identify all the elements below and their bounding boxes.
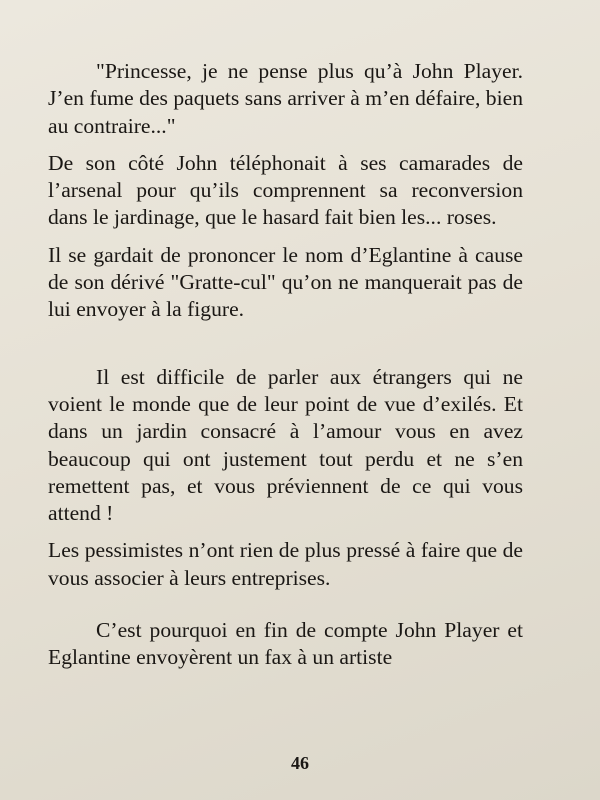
paragraph-6: C’est pourquoi en fin de compte John Player et Eglantine envoyèrent un fax à un artiste	[48, 618, 523, 670]
page-body	[48, 58, 523, 672]
paragraph-2: De son côté John téléphonait à ses camarades de l’arsenal pour qu’ils comprennent sa reconversion dans le jardinage, que le hasard fait bien les... roses.	[48, 150, 523, 230]
paragraph-5: Les pessimistes n’ont rien de plus pressé à faire que de vous associer à leurs entreprises.	[48, 538, 523, 590]
paragraph-3: Il se gardait de prononcer le nom d’Eglantine à cause de son dérivé "Gratte-cul" qu’on ne manquerait pas de lui envoyer à la figure.	[48, 242, 523, 322]
paragraph-4: Il est difficile de parler aux étrangers qui ne voient le monde que de leur point de vue d’exilés. Et dans un jardin consacré à l’amour vous en avez beaucoup qui ont justement tout perdu et ne s’en remettent pas, et vous préviennent de ce qui vous attend !	[48, 364, 523, 526]
page-number: 46	[291, 753, 309, 773]
paragraph-1: "Princesse, je ne pense plus qu’à John Player. J’en fume des paquets sans arriver à m’en défaire, bien au contraire..."	[48, 59, 523, 138]
